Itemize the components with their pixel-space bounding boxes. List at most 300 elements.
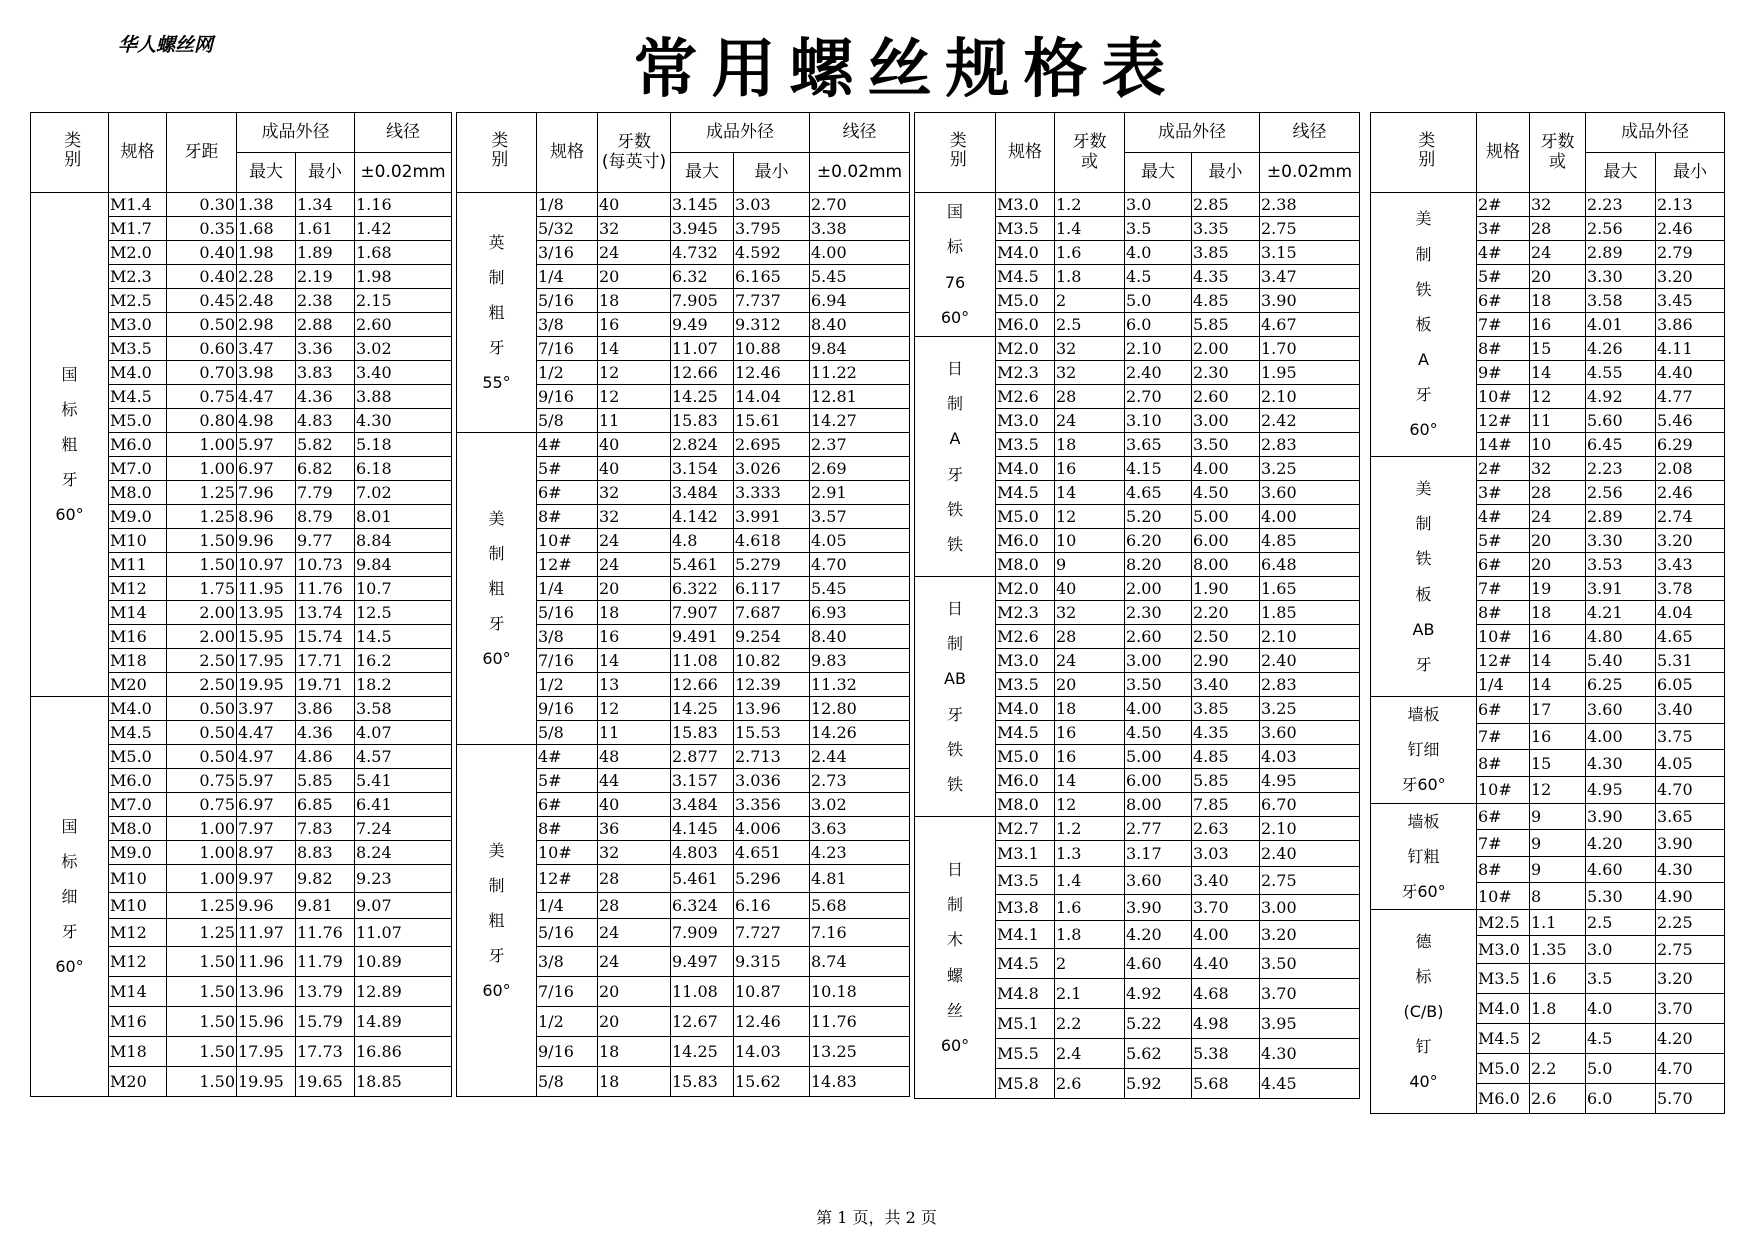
table-cell: 4.81 [810,865,910,893]
table-cell: 4.803 [671,841,734,865]
table-cell: 6.94 [810,289,910,313]
table-cell: 28 [1055,625,1125,649]
table-cell: 4.20 [1125,921,1192,949]
category-label: 国 标 细 牙 60° [31,697,109,1097]
table-cell: 48 [598,745,671,769]
table-cell: 17.71 [296,649,355,673]
table-cell: 1.25 [167,481,237,505]
table-cell: 1.42 [355,217,452,241]
table-cell: 16 [1530,723,1586,750]
table-cell: M6.0 [109,769,167,793]
table-cell: 8.83 [296,841,355,865]
table-cell: 1.6 [1055,895,1125,921]
table-cell: 8.00 [1125,793,1192,817]
table-cell: 4.98 [237,409,296,433]
table-cell: 3.60 [1586,697,1656,724]
table-cell: 11.08 [671,977,734,1007]
table-cell: 2.6 [1530,1084,1586,1114]
table-cell: M4.0 [109,697,167,721]
table-row [457,433,910,457]
table-cell: 3.25 [1260,697,1360,721]
table-cell: M9.0 [109,841,167,865]
spec-table-gb-jis [914,112,1360,1099]
table-cell: 3.15 [1260,241,1360,265]
table-cell: 14.25 [671,1037,734,1067]
table-cell: 4.30 [1656,856,1725,883]
category-label: 美 制 铁 板 AB 牙 [1371,457,1477,697]
table-cell: M8.0 [109,481,167,505]
category-label: 美 制 粗 牙 60° [457,745,537,1097]
category-label: 墙板 钉粗 牙60° [1371,803,1477,910]
table-cell: 1.35 [1530,936,1586,964]
table-cell: 6.20 [1125,529,1192,553]
table-cell: 7.907 [671,601,734,625]
table-cell: 6.0 [1586,1084,1656,1114]
table-cell: 3.58 [355,697,452,721]
table-cell: 2.85 [1192,193,1260,217]
table-cell: 10# [537,529,598,553]
table-cell: 11 [598,409,671,433]
table-cell: 2.63 [1192,817,1260,841]
table-row [31,193,452,217]
table-cell: M11 [109,553,167,577]
table-cell: M2.5 [1477,910,1530,936]
table-cell: 10.87 [734,977,810,1007]
table-cell: 1.50 [167,1067,237,1097]
table-cell: 17.73 [296,1037,355,1067]
table-cell: 3.47 [237,337,296,361]
table-cell: 7.727 [734,919,810,947]
table-cell: M2.0 [996,577,1055,601]
table-cell: 3.157 [671,769,734,793]
table-cell: 6.82 [296,457,355,481]
table-cell: 3.02 [355,337,452,361]
table-cell: 10 [1530,433,1586,457]
table-cell: 2.10 [1260,385,1360,409]
table-cell: 3.58 [1586,289,1656,313]
table-cell: 3.85 [1192,241,1260,265]
table-cell: 13 [598,673,671,697]
category-label: 日 制 木 螺 丝 60° [915,817,996,1099]
table-cell: 2.37 [810,433,910,457]
table-cell: 24 [598,529,671,553]
table-cell: 3.40 [1656,697,1725,724]
table-cell: 3.90 [1125,895,1192,921]
table-cell: 9.96 [237,893,296,919]
table-cell: 7.737 [734,289,810,313]
header-min: 最小 [734,153,810,193]
table-cell: 4.57 [355,745,452,769]
table-cell: 18 [1055,433,1125,457]
table-cell: M20 [109,1067,167,1097]
table-cell: 20 [1055,673,1125,697]
table-cell: 14.04 [734,385,810,409]
table-cell: M5.0 [1477,1054,1530,1084]
table-cell: M3.5 [109,337,167,361]
table-cell: 3# [1477,217,1530,241]
table-cell: 3.60 [1260,481,1360,505]
table-cell: 13.79 [296,977,355,1007]
table-cell: 4.20 [1656,1024,1725,1054]
table-cell: 3.00 [1260,895,1360,921]
table-cell: M18 [109,1037,167,1067]
table-cell: 1.2 [1055,817,1125,841]
header-tolerance: ±0.02mm [810,153,910,193]
table-cell: 3.154 [671,457,734,481]
header-tolerance: ±0.02mm [355,153,452,193]
table-cell: 5/32 [537,217,598,241]
table-cell: 2.2 [1055,1009,1125,1039]
table-cell: 3.991 [734,505,810,529]
table-cell: 12 [598,361,671,385]
table-cell: 1.98 [237,241,296,265]
table-cell: 2.50 [167,673,237,697]
table-cell: 2.42 [1260,409,1360,433]
table-cell: 2.10 [1125,337,1192,361]
table-cell: 3.36 [296,337,355,361]
table-cell: 4# [537,433,598,457]
table-cell: 1.25 [167,505,237,529]
table-cell: M4.0 [1477,994,1530,1024]
table-cell: 4.92 [1586,385,1656,409]
table-cell: 32 [598,217,671,241]
table-cell: M3.5 [996,217,1055,241]
table-cell: 12.39 [734,673,810,697]
table-cell: 6.29 [1656,433,1725,457]
header-od: 成品外径 [1586,113,1725,153]
table-cell: 24 [598,241,671,265]
table-cell: 4.98 [1192,1009,1260,1039]
table-cell: 3.78 [1656,577,1725,601]
header-pitch-or-tpi: 牙数 或 [1530,113,1586,193]
table-cell: 4.47 [237,385,296,409]
table-cell: 9.77 [296,529,355,553]
table-cell: M5.1 [996,1009,1055,1039]
table-cell: 11.96 [237,947,296,977]
table-cell: M5.0 [996,289,1055,313]
table-cell: 2# [1477,193,1530,217]
table-cell: 3.20 [1656,265,1725,289]
table-cell: 28 [1530,481,1586,505]
table-cell: 3.10 [1125,409,1192,433]
table-cell: 10.88 [734,337,810,361]
table-row [915,193,1360,217]
table-cell: 44 [598,769,671,793]
table-cell: 4.70 [810,553,910,577]
table-row [915,817,1360,841]
table-cell: 11.32 [810,673,910,697]
table-cell: M9.0 [109,505,167,529]
table-cell: 8# [537,505,598,529]
header-min: 最小 [1192,153,1260,193]
table-cell: 2 [1055,949,1125,979]
table-cell: 15 [1530,750,1586,777]
table-cell: 11.08 [671,649,734,673]
table-cell: 4# [1477,505,1530,529]
table-cell: 4.36 [296,721,355,745]
table-cell: 7.905 [671,289,734,313]
table-cell: 4.60 [1125,949,1192,979]
table-cell: 20 [598,977,671,1007]
table-cell: M4.5 [996,481,1055,505]
table-cell: 2.00 [167,601,237,625]
table-cell: 4.50 [1125,721,1192,745]
category-label: 英 制 粗 牙 55° [457,193,537,433]
table-cell: 15.74 [296,625,355,649]
table-cell: 1.89 [296,241,355,265]
table-cell: 3.98 [237,361,296,385]
category-label: 美 制 铁 板 A 牙 60° [1371,193,1477,457]
table-cell: 2.5 [1586,910,1656,936]
table-cell: M10 [109,529,167,553]
table-cell: 11.07 [355,919,452,947]
table-cell: 0.50 [167,745,237,769]
table-cell: 3.90 [1260,289,1360,313]
table-cell: 2.44 [810,745,910,769]
table-cell: 12.66 [671,361,734,385]
table-cell: 4.00 [1125,697,1192,721]
table-cell: 6# [1477,697,1530,724]
table-cell: 4.77 [1656,385,1725,409]
table-cell: 9.07 [355,893,452,919]
table-cell: 2.15 [355,289,452,313]
table-cell: 8.84 [355,529,452,553]
table-cell: 6.93 [810,601,910,625]
table-cell: 36 [598,817,671,841]
table-cell: 2.79 [1656,241,1725,265]
table-cell: M3.0 [996,649,1055,673]
table-cell: 4.68 [1192,979,1260,1009]
table-cell: 12.46 [734,361,810,385]
table-cell: 0.30 [167,193,237,217]
table-cell: 3.86 [296,697,355,721]
table-cell: 9.97 [237,865,296,893]
table-cell: 12 [598,697,671,721]
table-row [1371,910,1725,936]
table-cell: 1.68 [237,217,296,241]
table-cell: 13.25 [810,1037,910,1067]
table-cell: 12.5 [355,601,452,625]
table-cell: 3.333 [734,481,810,505]
table-cell: 6# [1477,553,1530,577]
table-cell: 4.86 [296,745,355,769]
table-cell: 1.85 [1260,601,1360,625]
table-cell: 5.296 [734,865,810,893]
table-cell: M5.0 [996,505,1055,529]
table-cell: 9.315 [734,947,810,977]
header-tolerance: ±0.02mm [1260,153,1360,193]
table-cell: 18.85 [355,1067,452,1097]
table-cell: 7.83 [296,817,355,841]
table-cell: 3.00 [1125,649,1192,673]
table-cell: 6.05 [1656,673,1725,697]
table-cell: 2.46 [1656,481,1725,505]
table-cell: M3.0 [996,409,1055,433]
table-metric [30,112,452,1097]
table-cell: 4.0 [1125,241,1192,265]
table-cell: 2.30 [1125,601,1192,625]
table-cell: 28 [598,865,671,893]
table-cell: 1.25 [167,919,237,947]
table-cell: 14 [1530,673,1586,697]
table-cell: 12.81 [810,385,910,409]
table-cell: 1.50 [167,947,237,977]
table-cell: 14.25 [671,385,734,409]
table-cell: M2.0 [996,337,1055,361]
table-cell: 6# [537,481,598,505]
table-cell: 24 [1055,409,1125,433]
table-cell: 0.80 [167,409,237,433]
table-cell: 4.01 [1586,313,1656,337]
table-cell: 5.45 [810,265,910,289]
header-od: 成品外径 [671,113,810,153]
table-cell: 2.25 [1656,910,1725,936]
table-cell: 1.4 [1055,867,1125,895]
table-cell: 4.0 [1586,994,1656,1024]
table-cell: 1.50 [167,553,237,577]
table-cell: 32 [1530,457,1586,481]
table-cell: 1.25 [167,893,237,919]
table-cell: 5.85 [1192,769,1260,793]
table-cell: 3.145 [671,193,734,217]
table-cell: 15 [1530,337,1586,361]
table-row [1371,193,1725,217]
table-cell: 9.491 [671,625,734,649]
table-cell: 10.18 [810,977,910,1007]
table-cell: 10# [1477,625,1530,649]
table-cell: 5.461 [671,865,734,893]
table-cell: 8# [1477,337,1530,361]
table-cell: 18.2 [355,673,452,697]
table-cell: 2.38 [1260,193,1360,217]
table-cell: 3.70 [1192,895,1260,921]
table-cell: 3.70 [1260,979,1360,1009]
table-cell: 5/16 [537,919,598,947]
table-cell: 24 [1530,241,1586,265]
table-cell: 2.83 [1260,433,1360,457]
table-cell: 3/16 [537,241,598,265]
table-cell: 4.35 [1192,265,1260,289]
table-cell: M4.5 [109,385,167,409]
table-cell: M6.0 [996,769,1055,793]
table-cell: 3/8 [537,625,598,649]
table-cell: 11.95 [237,577,296,601]
table-cell: 1.34 [296,193,355,217]
table-cell: 8.96 [237,505,296,529]
header-spec: 规格 [996,113,1055,193]
table-cell: 2.00 [167,625,237,649]
table-cell: 16 [1055,721,1125,745]
table-cell: 5.461 [671,553,734,577]
table-cell: 24 [1530,505,1586,529]
table-cell: M3.5 [996,433,1055,457]
table-cell: 14.25 [671,697,734,721]
table-cell: 3.91 [1586,577,1656,601]
header-pitch-or-tpi: 牙数 或 [1055,113,1125,193]
header-category: 类别 [1371,113,1477,193]
table-cell: 4.07 [355,721,452,745]
table-cell: 2.90 [1192,649,1260,673]
table-cell: 0.75 [167,385,237,409]
header-max: 最大 [671,153,734,193]
table-cell: M6.0 [1477,1084,1530,1114]
table-cell: 9 [1530,856,1586,883]
table-cell: 3.53 [1586,553,1656,577]
table-cell: 9 [1530,803,1586,830]
table-cell: 20 [1530,529,1586,553]
table-cell: 6.00 [1125,769,1192,793]
table-cell: 3.026 [734,457,810,481]
header-tpi: 牙数 (每英寸) [598,113,671,193]
table-cell: 19.95 [237,1067,296,1097]
table-cell: M5.0 [109,409,167,433]
table-cell: 4.92 [1125,979,1192,1009]
table-cell: 2.60 [1125,625,1192,649]
table-cell: 7.96 [237,481,296,505]
table-cell: 2.50 [167,649,237,673]
table-cell: 4.85 [1192,745,1260,769]
table-cell: 4.47 [237,721,296,745]
header-max: 最大 [237,153,296,193]
table-cell: 4.732 [671,241,734,265]
table-cell: 1.50 [167,1007,237,1037]
table-cell: 9 [1530,830,1586,857]
table-cell: 16.2 [355,649,452,673]
table-cell: 5.97 [237,769,296,793]
table-cell: 4.00 [1192,921,1260,949]
header-max: 最大 [1586,153,1656,193]
table-cell: 2.89 [1586,241,1656,265]
table-cell: 5.00 [1125,745,1192,769]
table-cell: 4# [537,745,598,769]
table-cell: 20 [1530,265,1586,289]
table-cell: 0.75 [167,769,237,793]
table-cell: 3.65 [1125,433,1192,457]
table-cell: 3.484 [671,793,734,817]
table-cell: M3.1 [996,841,1055,867]
table-cell: 8.40 [810,625,910,649]
table-cell: 9.312 [734,313,810,337]
table-cell: 5/16 [537,289,598,313]
table-cell: 32 [1055,601,1125,625]
table-cell: M7.0 [109,793,167,817]
table-cell: 7.79 [296,481,355,505]
table-cell: M14 [109,601,167,625]
table-cell: 9/16 [537,1037,598,1067]
table-cell: 8.00 [1192,553,1260,577]
table-cell: 24 [598,553,671,577]
table-cell: 15.96 [237,1007,296,1037]
table-cell: 3# [1477,481,1530,505]
table-cell: 1.1 [1530,910,1586,936]
table-cell: M2.0 [109,241,167,265]
table-cell: 4.26 [1586,337,1656,361]
table-cell: 20 [598,1007,671,1037]
table-cell: M3.8 [996,895,1055,921]
table-cell: 3.90 [1586,803,1656,830]
table-cell: 6.0 [1125,313,1192,337]
table-cell: 3.45 [1656,289,1725,313]
table-cell: 15.62 [734,1067,810,1097]
table-cell: 5.0 [1586,1054,1656,1084]
table-cell: 6.117 [734,577,810,601]
table-cell: 40 [598,193,671,217]
table-cell: M2.7 [996,817,1055,841]
table-cell: 4.05 [810,529,910,553]
table-cell: 2# [1477,457,1530,481]
table-cell: 2.50 [1192,625,1260,649]
table-cell: 9 [1055,553,1125,577]
